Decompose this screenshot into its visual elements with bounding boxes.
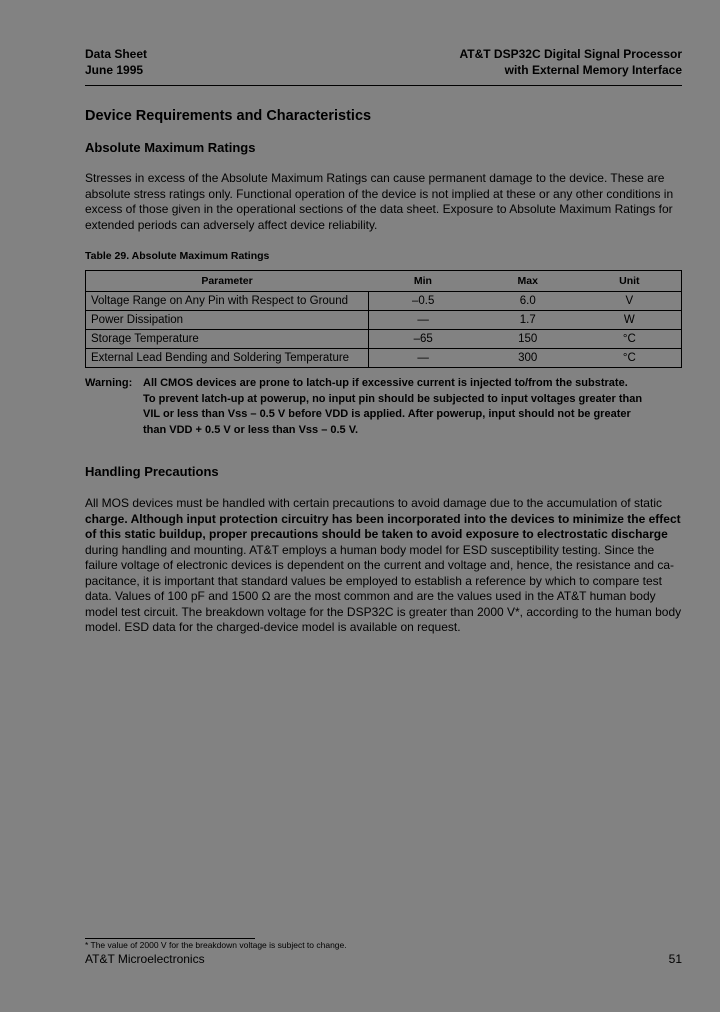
cell-parameter: Storage Temperature xyxy=(86,330,369,349)
col-header-max: Max xyxy=(478,271,578,292)
table-row xyxy=(86,349,682,368)
handling-line: failure voltage of electronic devices is dependent on the current and voltage and, hence, the resistance and ca- xyxy=(85,558,675,572)
col-header-parameter: Parameter xyxy=(86,271,369,292)
handling-paragraph xyxy=(85,496,683,636)
amr-heading: Absolute Maximum Ratings xyxy=(85,140,256,155)
warning-text xyxy=(143,376,642,438)
cell-parameter: Power Dissipation xyxy=(86,311,369,330)
table-header-row xyxy=(86,271,682,292)
ratings-table xyxy=(85,270,682,368)
cell-min: –0.5 xyxy=(368,292,478,311)
handling-line: model test circuit. The breakdown voltage for the DSP32C is greater than 2000 V*, according to the human body xyxy=(85,604,682,619)
cell-max: 6.0 xyxy=(478,292,578,311)
handling-line: All MOS devices must be handled with certain precautions to avoid damage due to the accumulation of static xyxy=(85,496,662,510)
handling-line: charge. Although input protection circuitry has been incorporated into the devices to minimize the effect xyxy=(85,511,681,526)
table-row xyxy=(86,292,682,311)
handling-line: pacitance, it is important that standard values be employed to establish a reference by which to compare test xyxy=(85,573,662,588)
header-right xyxy=(460,46,683,78)
amr-paragraph xyxy=(85,171,683,233)
warning-line: To prevent latch-up at powerup, no input pin should be subjected to input voltages greater than xyxy=(143,392,643,405)
handling-line: during handling and mounting. AT&T employs a human body model for ESD susceptibility testing. Since the xyxy=(85,542,655,557)
doc-date: June 1995 xyxy=(85,63,144,77)
footnote: * The value of 2000 V for the breakdown voltage is subject to change. xyxy=(85,940,347,950)
header-divider xyxy=(85,85,682,86)
cell-max: 1.7 xyxy=(478,311,578,330)
cell-min: — xyxy=(368,349,478,368)
handling-line: of this static buildup, proper precautions should be taken to avoid exposure to electrostatic discharge xyxy=(85,527,668,541)
handling-line: model. ESD data for the charged-device model is available on request. xyxy=(85,620,461,634)
footer-company: AT&T Microelectronics xyxy=(85,952,205,966)
table-caption: Table 29. Absolute Maximum Ratings xyxy=(85,250,270,262)
warning-line: than VDD + 0.5 V or less than Vss – 0.5 V. xyxy=(143,423,359,436)
section-title: Device Requirements and Characteristics xyxy=(85,108,372,124)
warning-line: All CMOS devices are prone to latch-up if excessive current is injected to/from the substrate. xyxy=(143,377,628,389)
cell-unit: W xyxy=(578,311,682,330)
warning-label: Warning: xyxy=(85,377,133,389)
cell-unit: °C xyxy=(578,330,682,349)
table-row xyxy=(86,330,682,349)
doc-title: AT&T DSP32C Digital Signal Processor xyxy=(459,47,682,61)
page-number: 51 xyxy=(668,952,682,966)
amr-line: excess of those given in the operational sections of the data sheet. Exposure to Absolute Maximum Ratings for xyxy=(85,202,673,216)
cell-min: — xyxy=(368,311,478,330)
cell-unit: V xyxy=(578,292,682,311)
warning-line: VIL or less than Vss – 0.5 V before VDD is applied. After powerup, input should not be greater xyxy=(143,408,631,420)
col-header-unit: Unit xyxy=(578,271,682,292)
amr-line: absolute stress ratings only. Functional operation of the device is not implied at these or any other conditions in xyxy=(85,186,674,201)
cell-parameter: External Lead Bending and Soldering Temperature xyxy=(86,349,369,368)
handling-heading: Handling Precautions xyxy=(85,464,219,479)
cell-parameter: Voltage Range on Any Pin with Respect to Ground xyxy=(86,292,369,311)
header-left xyxy=(85,46,147,78)
amr-line: Stresses in excess of the Absolute Maximum Ratings can cause permanent damage to the device. These are xyxy=(85,171,665,185)
cell-min: –65 xyxy=(368,330,478,349)
cell-max: 150 xyxy=(478,330,578,349)
cell-max: 300 xyxy=(478,349,578,368)
table-row xyxy=(86,311,682,330)
col-header-min: Min xyxy=(368,271,478,292)
handling-line: data. Values of 100 pF and 1500 Ω are the most common and are the values used in the AT&T human body xyxy=(85,589,656,603)
footnote-divider xyxy=(85,938,255,939)
doc-type: Data Sheet xyxy=(85,47,148,61)
cell-unit: °C xyxy=(578,349,682,368)
doc-subtitle: with External Memory Interface xyxy=(504,63,682,77)
amr-line: extended periods can adversely affect device reliability. xyxy=(85,217,378,232)
